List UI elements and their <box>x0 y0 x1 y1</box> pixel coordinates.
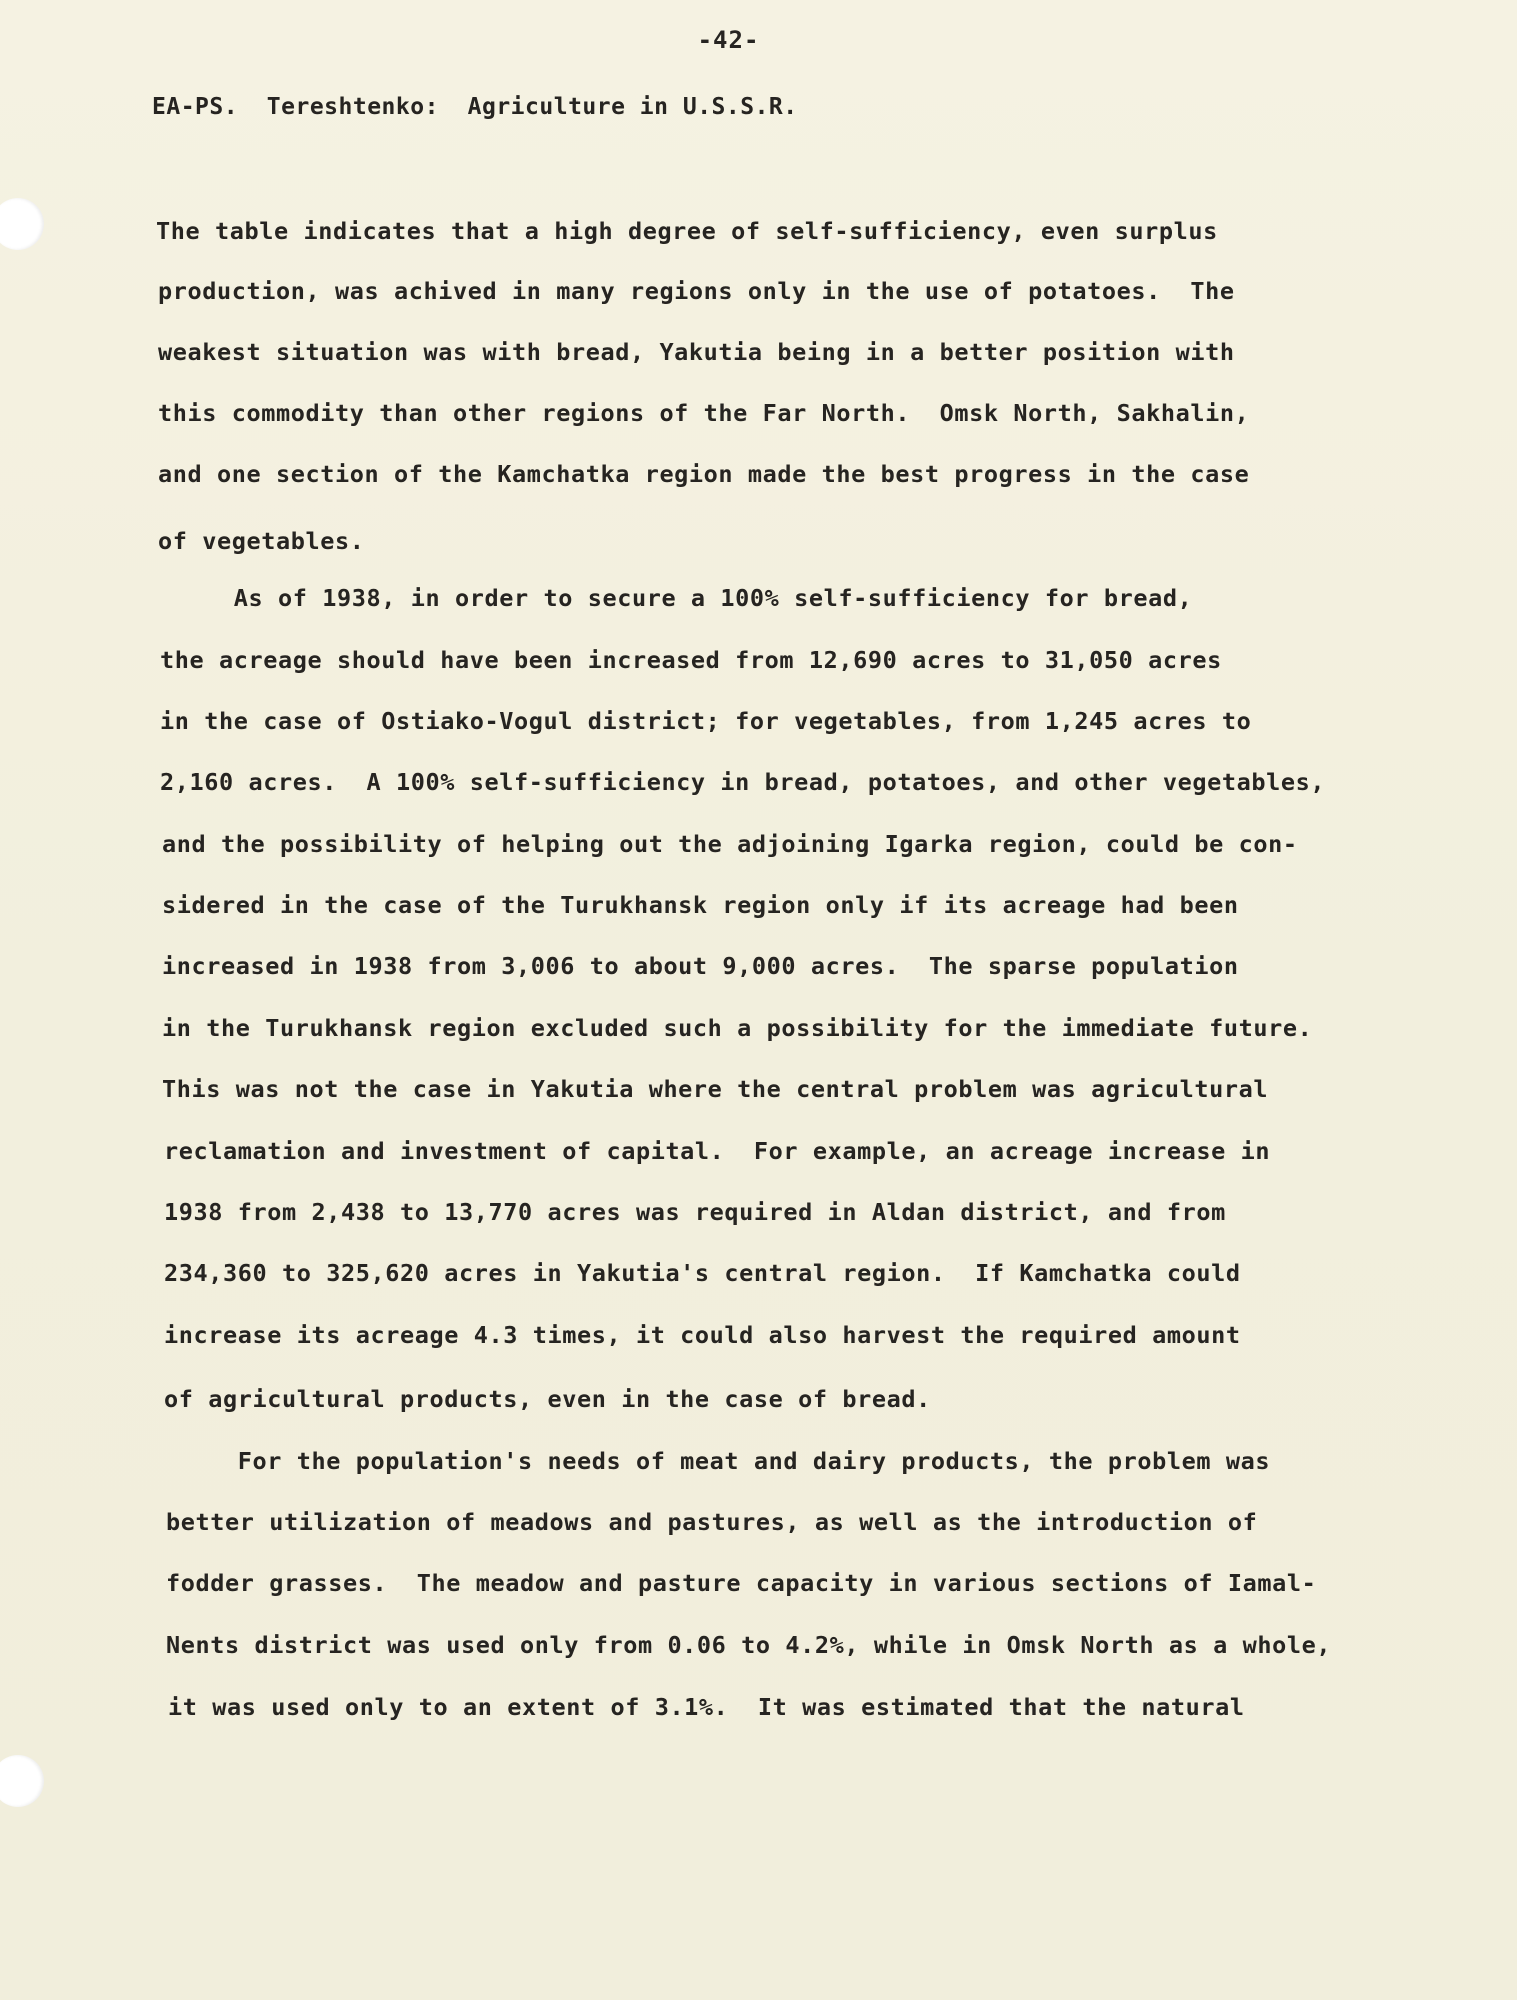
running-header: EA-PS. Tereshtenko: Agriculture in U.S.S.R. <box>152 94 798 120</box>
text-line: As of 1938, in order to secure a 100% self-sufficiency for bread, <box>160 584 1193 612</box>
text-line: sidered in the case of the Turukhansk region only if its acreage had been <box>162 891 1239 919</box>
text-line: reclamation and investment of capital. For example, an acreage increase in <box>164 1137 1271 1165</box>
page-number: -42- <box>697 26 760 54</box>
text-line: 234,360 to 325,620 acres in Yakutia's central region. If Kamchatka could <box>164 1259 1241 1287</box>
text-line: weakest situation was with bread, Yakutia being in a better position with <box>158 338 1235 366</box>
text-line: increase its acreage 4.3 times, it could also harvest the required amount <box>164 1321 1241 1349</box>
punch-hole-bottom <box>0 1755 44 1807</box>
text-line: and the possibility of helping out the adjoining Igarka region, could be con- <box>162 830 1298 858</box>
text-line: This was not the case in Yakutia where the central problem was agricultural <box>162 1075 1269 1103</box>
text-line: The table indicates that a high degree of self-sufficiency, even surplus <box>156 217 1218 245</box>
text-line: 1938 from 2,438 to 13,770 acres was required in Aldan district, and from <box>164 1198 1226 1226</box>
text-line: in the Turukhansk region excluded such a possibility for the immediate future. <box>162 1014 1313 1042</box>
punch-hole-top <box>0 198 44 250</box>
text-line: For the population's needs of meat and dairy products, the problem was <box>164 1447 1271 1475</box>
text-line: better utilization of meadows and pastures, as well as the introduction of <box>166 1508 1258 1536</box>
text-line: of agricultural products, even in the case of bread. <box>164 1385 931 1413</box>
text-line: fodder grasses. The meadow and pasture capacity in various sections of Iamal- <box>166 1569 1317 1597</box>
text-line: 2,160 acres. A 100% self-sufficiency in bread, potatoes, and other vegetables, <box>160 768 1326 796</box>
text-line: of vegetables. <box>158 527 365 555</box>
text-line: Nents district was used only from 0.06 to 4.2%, while in Omsk North as a whole, <box>166 1631 1332 1659</box>
text-line: and one section of the Kamchatka region made the best progress in the case <box>158 460 1250 488</box>
text-line: it was used only to an extent of 3.1%. It was estimated that the natural <box>168 1693 1245 1721</box>
text-line: the acreage should have been increased from 12,690 acres to 31,050 acres <box>160 646 1222 674</box>
text-line: in the case of Ostiako-Vogul district; for vegetables, from 1,245 acres to <box>160 707 1252 735</box>
text-line: increased in 1938 from 3,006 to about 9,000 acres. The sparse population <box>162 952 1239 980</box>
text-line: production, was achived in many regions only in the use of potatoes. The <box>158 277 1235 305</box>
text-line: this commodity than other regions of the Far North. Omsk North, Sakhalin, <box>158 399 1250 427</box>
